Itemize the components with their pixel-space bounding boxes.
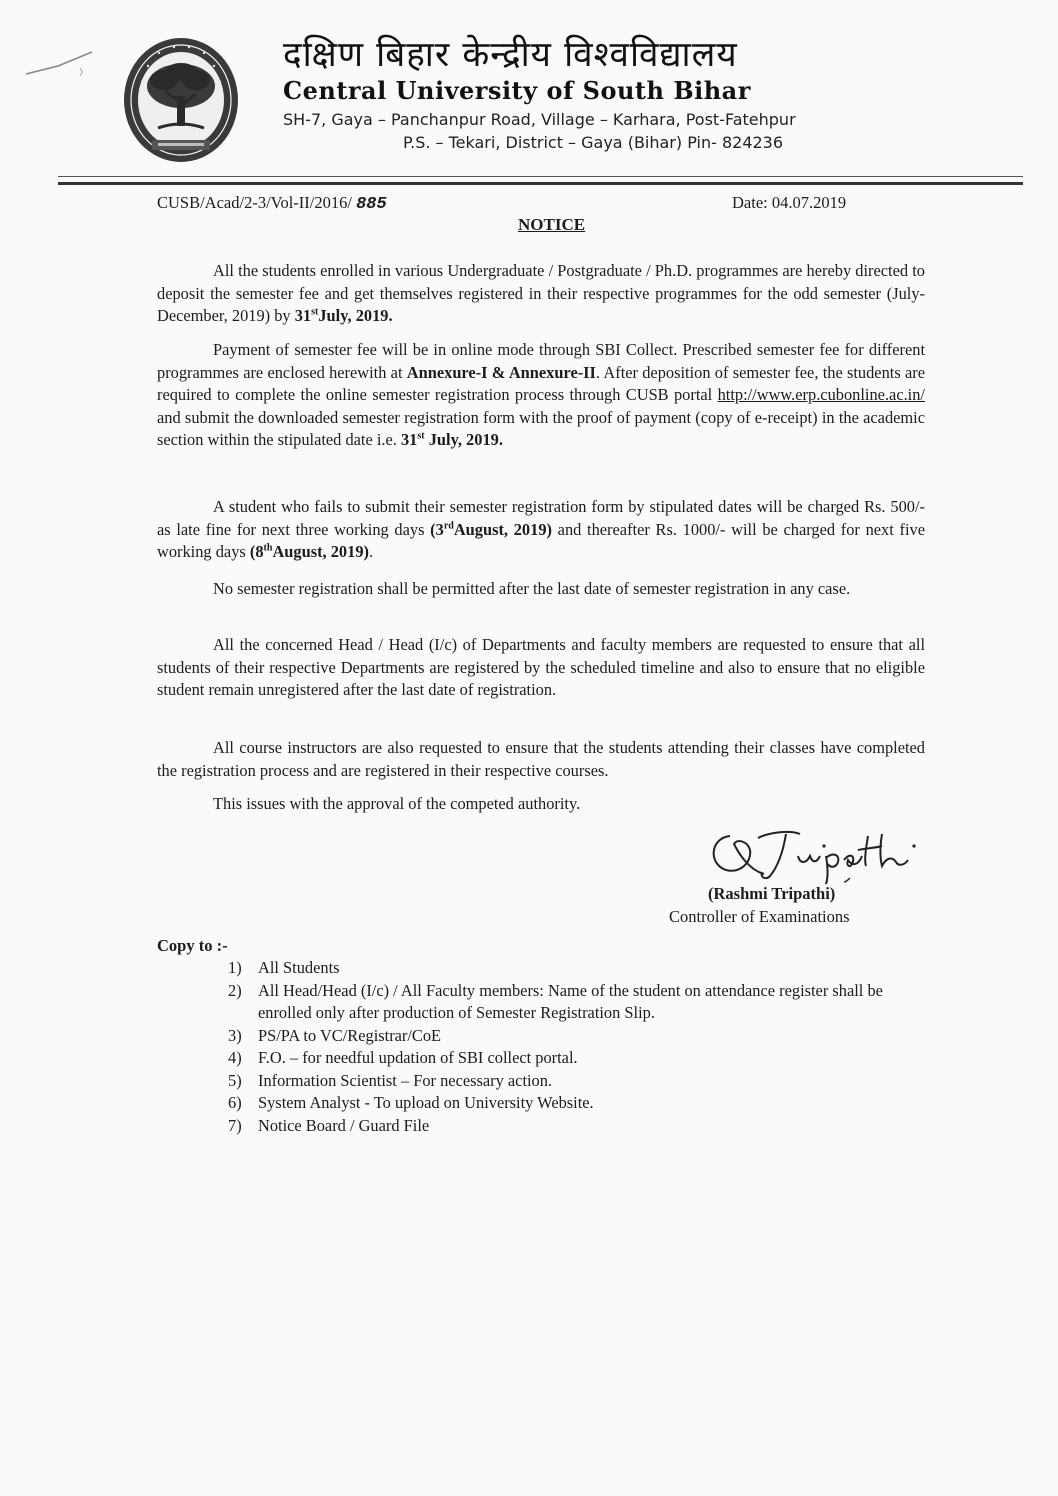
university-seal-icon	[122, 36, 240, 166]
paragraph-4: No semester registration shall be permitted after the last date of semester registration in any case.	[213, 579, 851, 598]
stray-pen-mark	[18, 46, 108, 86]
copy-to-item-index: 6)	[228, 1093, 242, 1112]
header-rule-thick	[58, 182, 1023, 185]
erp-portal-link[interactable]: http://www.erp.cubonline.ac.in/	[717, 385, 925, 405]
copy-to-item-index: 4)	[228, 1048, 242, 1067]
copy-to-item-text: Notice Board / Guard File	[258, 1115, 430, 1135]
reference-number	[157, 193, 387, 214]
annexure-amp: &	[487, 362, 509, 382]
paragraph-5: All the concerned Head / Head (I/c) of Departments and faculty members are requested to ensure that all students of their respective Departments are registered by the scheduled timeline and also to ensure that no eligible student remain unregistered after the last date of registration.	[157, 635, 925, 700]
paragraph-2	[157, 339, 925, 452]
handwritten-signature	[700, 816, 930, 886]
late-fine-date-1: (3rdAugust, 2019)	[430, 519, 552, 539]
copy-to-item	[228, 1047, 908, 1070]
university-name-hindi: दक्षिण बिहार केन्द्रीय विश्वविद्यालय	[283, 35, 738, 75]
annexure-2: Annexure-II	[508, 362, 596, 382]
paragraph-3	[157, 496, 925, 564]
copy-to-label: Copy to :-	[157, 936, 228, 955]
reference-handwritten-number: 885	[356, 195, 387, 214]
paragraph-6: All course instructors are also requested to ensure that the students attending their classes have completed the registration process and are registered in their respective courses.	[157, 738, 925, 780]
copy-to-item	[228, 980, 908, 1025]
copy-to-item	[228, 957, 908, 980]
copy-to-item-text: PS/PA to VC/Registrar/CoE	[258, 1025, 442, 1045]
p3-text-3: .	[368, 542, 374, 562]
p2-text-3: and submit the downloaded semester registration form with the proof of payment (copy of e-receipt) in the academic section within the stipulated date i.e.	[157, 407, 925, 450]
notice-title: NOTICE	[518, 215, 586, 234]
copy-to-item-index: 3)	[228, 1025, 242, 1045]
p3-text-2: and thereafter Rs. 1000/- will be charged for next five working days	[157, 519, 925, 562]
copy-to-item-index: 2)	[228, 980, 242, 1000]
copy-to-item	[228, 1025, 908, 1048]
copy-to-list	[228, 957, 908, 1137]
header-rule-thin	[58, 176, 1023, 177]
paragraph-1	[157, 260, 925, 328]
notice-date: Date: 04.07.2019	[732, 193, 847, 212]
copy-to-item-text: Information Scientist – For necessary action.	[258, 1070, 553, 1090]
annexure-1: Annexure-I	[406, 362, 488, 382]
signatory-designation: Controller of Examinations	[669, 907, 850, 926]
copy-to-item-text: All Head/Head (I/c) / All Faculty members: Name of the student on attendance register shall be enrolled only after production of Semester Registration Slip.	[258, 980, 883, 1022]
address-line-1: SH-7, Gaya – Panchanpur Road, Village – Karhara, Post-Fatehpur	[283, 110, 796, 129]
p2-text-2: . After deposition of semester fee, the students are required to complete the online semester registration process through CUSB portal	[157, 362, 925, 405]
p1-deadline: 31stJuly, 2019.	[294, 306, 393, 326]
copy-to-item	[228, 1115, 908, 1138]
late-fine-date-2: (8thAugust, 2019)	[249, 542, 369, 562]
copy-to-item-text: F.O. – for needful updation of SBI collect portal.	[258, 1048, 578, 1067]
p2-text-1: Payment of semester fee will be in online mode through SBI Collect. Prescribed semester fee for different programmes are enclosed herewith at	[157, 340, 925, 382]
copy-to-item	[228, 1092, 908, 1115]
copy-to-item-index: 5)	[228, 1070, 242, 1090]
copy-to-item-index: 1)	[228, 958, 242, 977]
p3-text-1: A student who fails to submit their semester registration form by stipulated dates will be charged Rs. 500/- as late fine for next three working days	[157, 497, 925, 539]
paragraph-7: This issues with the approval of the competed authority.	[213, 794, 581, 813]
p2-deadline: 31st July, 2019.	[400, 430, 503, 450]
signatory-name: (Rashmi Tripathi)	[708, 884, 836, 903]
copy-to-item-index: 7)	[228, 1115, 242, 1135]
address-line-2: P.S. – Tekari, District – Gaya (Bihar) Pin- 824236	[402, 133, 784, 152]
copy-to-item-text: System Analyst - To upload on University Website.	[258, 1093, 594, 1112]
university-name-english: Central University of South Bihar	[283, 76, 751, 105]
reference-prefix: CUSB/Acad/2-3/Vol-II/2016/	[157, 193, 352, 212]
copy-to-item	[228, 1070, 908, 1093]
copy-to-item-text: All Students	[258, 958, 340, 977]
p1-text: All the students enrolled in various Undergraduate / Postgraduate / Ph.D. programmes are hereby directed to deposit the semester fee and get themselves registered in their respective programmes for the odd semester (July-December, 2019) by	[157, 261, 925, 326]
